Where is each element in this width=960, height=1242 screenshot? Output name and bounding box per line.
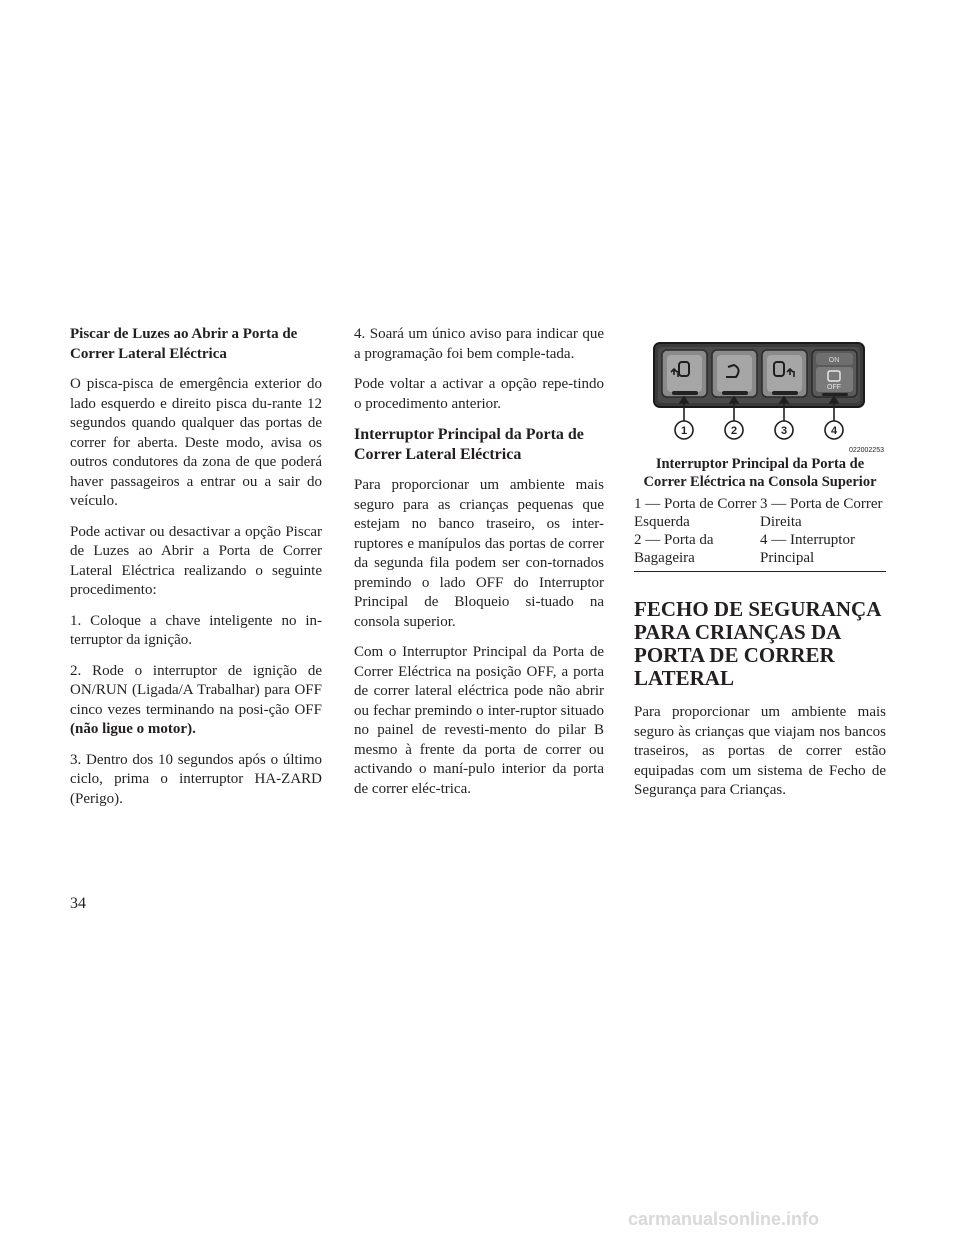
paragraph: Com o Interruptor Principal da Porta de Correr Eléctrica na posição OFF, a porta de correr lateral eléctrica pode não abrir ou fechar premindo o inter-ruptor situado no painel de revesti-mento do pilar B mesmo à frente da porta de correr ou activando o maní-pulo interior da porta de correr eléc-trica.	[354, 644, 604, 797]
legend-item-1: 1 — Porta de Correr Esquerda	[634, 496, 757, 530]
column-right	[634, 325, 886, 812]
paragraph: Para proporcionar um ambiente mais seguro às crianças que viajam nos bancos traseiros, as portas de correr estão equipadas com um sistema de Fecho de Segurança para Crianças.	[634, 704, 886, 798]
figure-legend	[634, 495, 886, 572]
column-left	[70, 325, 322, 820]
step-4: 4. Soará um único aviso para indicar que a programação foi bem comple-tada.	[354, 326, 604, 362]
step-2-warning: (não ligue o motor).	[70, 721, 196, 737]
step-2-text: 2. Rode o interruptor de ignição de ON/RUN (Ligada/A Trabalhar) para OFF cinco vezes terminando na posi-ção OFF	[70, 662, 322, 718]
column-middle	[354, 325, 604, 810]
switch-panel-illustration	[634, 325, 886, 453]
paragraph: O pisca-pisca de emergência exterior do lado esquerdo e direito pisca du-rante 12 segundos quando qualquer das portas de correr for aberta. Deste modo, avisa os outros condutores da zona de que poderá haver passageiros a entrar ou a sair do veículo.	[70, 376, 322, 509]
subheading-flash-lights: Piscar de Luzes ao Abrir a Porta de Correr Lateral Eléctrica	[70, 326, 298, 362]
section-heading: FECHO DE SEGURANÇA PARA CRIANÇAS DA PORTA DE CORRER LATERAL	[634, 597, 881, 690]
on-label: ON	[828, 357, 840, 364]
master-switch-button	[812, 350, 857, 397]
watermark: carmanualsonline.info	[628, 1209, 820, 1229]
figure-code: 022002253	[848, 447, 884, 453]
paragraph: Pode activar ou desactivar a opção Piscar de Luzes ao Abrir a Porta de Correr Lateral Eléctrica realizando o seguinte procedimento:	[70, 523, 322, 598]
step-3: 3. Dentro dos 10 segundos após o último ciclo, prima o interruptor HA-ZARD (Perigo).	[70, 751, 322, 807]
paragraph: Para proporcionar um ambiente mais seguro para as crianças pequenas que estejam no banco traseiro, os inter-ruptores e manípulos das portas de correr da segunda fila podem ser con-tornados premindo o lado OFF do Interruptor Principal de Bloqueio si-tuado na consola superior.	[354, 477, 604, 630]
callout-4: 4	[830, 425, 838, 437]
figure-caption: Interruptor Principal da Porta de Correr Eléctrica na Consola Superior	[643, 456, 877, 490]
paragraph: Pode voltar a activar a opção repe-tindo o procedimento anterior.	[354, 376, 604, 412]
callout-1: 1	[680, 425, 688, 437]
right-sliding-door-button	[762, 350, 807, 397]
legend-item-4: 4 — Interruptor Principal	[760, 532, 855, 566]
legend-item-3: 3 — Porta de Correr Direita	[760, 496, 883, 530]
page-number: 34	[70, 895, 86, 912]
callout-3: 3	[780, 425, 788, 437]
left-sliding-door-button	[662, 350, 707, 397]
step-2	[70, 662, 322, 740]
callout-2: 2	[730, 425, 738, 437]
step-1: 1. Coloque a chave inteligente no in-terruptor da ignição.	[70, 612, 322, 648]
switch-panel-figure	[634, 325, 886, 453]
off-label: OFF	[827, 384, 841, 391]
subheading-master-switch: Interruptor Principal da Porta de Correr Lateral Eléctrica	[354, 426, 584, 463]
legend-item-2: 2 — Porta da Bagageira	[634, 532, 714, 566]
liftgate-button	[712, 350, 757, 397]
